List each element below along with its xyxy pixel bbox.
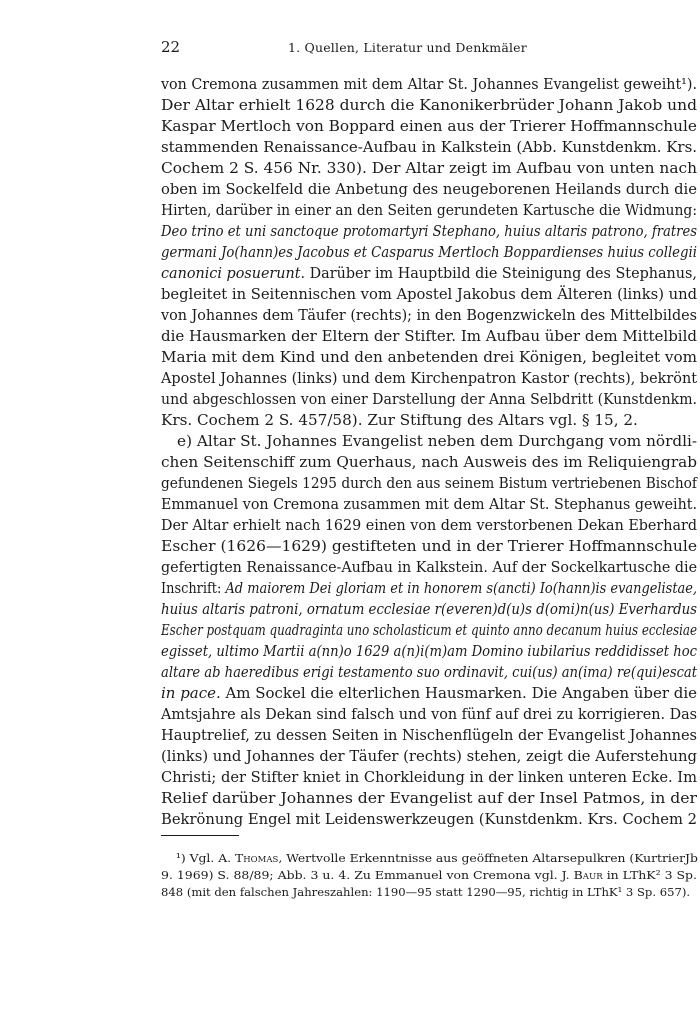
footnote-line [161,867,700,884]
body-line [161,452,699,473]
body-line [161,746,698,767]
body-line [161,242,698,263]
body-line [161,578,698,599]
latin-inscription-text: Ad maiorem Dei gloriam et in honorem s(ancti) Io(hann)is evangelistae, [225,579,698,597]
text-run: begleitet in Seitennischen vom Apostel Jakobus dem Älteren (links) und [161,285,697,303]
body-line [161,347,697,368]
body-line [161,494,698,515]
body-line [161,788,700,809]
body-line [161,95,700,116]
text-run: Hirten, darüber in einer an den Seiten gerundeten Kartusche die Widmung: [161,201,698,219]
body-line [161,515,697,536]
text-run: Kaspar Mertloch von Boppard einen aus der Trierer Hoffmannschule [161,117,697,135]
body-line [161,284,697,305]
text-run: ¹) Vgl. A. [175,851,235,865]
body-line [161,74,697,95]
footnote-line [161,850,700,867]
text-run: Inschrift: [161,579,226,597]
author-name: Baur [573,868,603,882]
body-line [161,620,697,641]
body-line [161,809,698,830]
body-line [161,326,698,347]
body-line [161,179,697,200]
text-run: (links) und Johannes der Täufer (rechts) stehen, zeigt die Auferstehung [161,747,698,765]
latin-inscription-text: in pace. [161,684,221,702]
text-run: Apostel Johannes (links) und dem Kirchenpatron Kastor (rechts), bekrönt [161,369,698,387]
text-run: Der Altar erhielt 1628 durch die Kanonikerbrüder Johann Jakob und [161,96,697,114]
text-run: von Johannes dem Täufer (rechts); in den Bogenzwickeln des Mittelbildes [161,306,697,324]
body-line [161,536,700,557]
text-run: Darüber im Hauptbild die Steinigung des Stephanus, [305,264,697,282]
text-run: 848 (mit den falschen Jahreszahlen: 1190—95 statt 1290—95, richtig in LThK¹ 3 Sp. 657). [161,885,691,899]
body-line [161,725,698,746]
body-line [161,683,698,704]
text-run: Christi; der Stifter kniet in Chorkleidung in der linken unteren Ecke. Im [161,768,697,786]
body-line [161,137,698,158]
body-line [161,767,697,788]
body-line [161,221,697,242]
body-line [161,473,698,494]
text-run: Emmanuel von Cremona zusammen mit dem Altar St. Stephanus geweiht. [161,495,698,513]
text-run: die Hausmarken der Eltern der Stifter. Im Aufbau über dem Mittelbild [161,327,698,345]
latin-inscription-text: Escher postquam quadraginta uno scholasticum et quinto anno decanum huius ecclesiae [161,621,697,639]
text-run: chen Seitenschiff zum Querhaus, nach Ausweis des im Reliquiengrab [161,453,697,471]
page-number: 22 [161,38,181,56]
body-line [161,431,699,452]
body-line [161,557,698,578]
text-run: von Cremona zusammen mit dem Altar St. Johannes Evangelist geweiht¹). [161,75,697,93]
text-run: Krs. Cochem 2 S. 457/58). Zur Stiftung des Altars vgl. § 15, 2. [161,411,638,429]
body-text [161,74,697,830]
footnote-separator [161,835,239,836]
author-name: Thomas [234,851,279,865]
body-line [161,116,700,137]
text-run: gefundenen Siegels 1295 durch den aus seinem Bistum vertriebenen Bischof [161,474,698,492]
latin-inscription-text: Deo trino et uni sanctoque protomartyri Stephano, huius altaris patrono, fratres [161,222,697,240]
latin-inscription-text: huius altaris patroni, ornatum ecclesiae r(everen)d(u)s d(omi)n(us) Everhardus [161,600,698,618]
body-line [161,368,698,389]
text-run: Am Sockel die elterlichen Hausmarken. Die Angaben über die [220,684,698,702]
latin-inscription-text: germani Jo(hann)es Jacobus et Casparus Mertloch Boppardienses huius collegii [161,243,698,261]
text-run: oben im Sockelfeld die Anbetung des neugeborenen Heilands durch die [161,180,697,198]
body-line [161,599,698,620]
body-line [161,641,697,662]
running-head: 1. Quellen, Literatur und Denkmäler [288,40,527,55]
text-run: e) Altar St. Johannes Evangelist neben dem Durchgang vom nördli- [177,432,698,450]
body-line [161,305,697,326]
text-run: in LThK² 3 Sp. [602,868,697,882]
body-line [161,389,698,410]
body-line [161,704,698,725]
text-run: Amtsjahre als Dekan sind falsch und von fünf auf drei zu korrigieren. Das [161,705,698,723]
text-run: stammenden Renaissance-Aufbau in Kalkstein (Abb. Kunstdenkm. Krs. [161,138,698,156]
footnote-line [161,884,697,901]
text-run: Hauptrelief, zu dessen Seiten in Nischenflügeln der Evangelist Johannes [161,726,698,744]
body-line [161,410,697,431]
body-line [161,662,698,683]
text-run: Bekrönung Engel mit Leidenswerkzeugen (Kunstdenkm. Krs. Cochem 2 [161,810,698,828]
text-run: 9. 1969) S. 88/89; Abb. 3 u. 4. Zu Emmanuel von Cremona vgl. J. [161,868,574,882]
body-line [161,200,698,221]
text-run: , Wertvolle Erkenntnisse aus geöffneten Altarsepulkren (KurtrierJb [278,851,698,865]
latin-inscription-text: egisset, ultimo Martii a(nn)o 1629 a(n)i(m)am Domino iubilarius reddidisset hoc [161,642,697,660]
text-run: Escher (1626—1629) gestifteten und in der Trierer Hoffmannschule [161,537,698,555]
text-run: Maria mit dem Kind und den anbetenden drei Königen, begleitet vom [161,348,697,366]
text-run: und abgeschlossen von einer Darstellung der Anna Selbdritt (Kunstdenkm. [161,390,698,408]
latin-inscription-text: canonici posuerunt. [161,264,306,282]
text-run: Cochem 2 S. 456 Nr. 330). Der Altar zeigt im Aufbau von unten nach [161,159,698,177]
latin-inscription-text: altare ab haeredibus erigi testamento suo ordinavit, cui(us) an(ima) re(qui)escat [161,663,698,681]
body-line [161,263,697,284]
text-run: gefertigten Renaissance-Aufbau in Kalkstein. Auf der Sockelkartusche die [161,558,698,576]
footnote [161,850,697,901]
text-run: Relief darüber Johannes der Evangelist auf der Insel Patmos, in der [161,789,697,807]
body-line [161,158,700,179]
text-run: Der Altar erhielt nach 1629 einen von dem verstorbenen Dekan Eberhard [161,516,697,534]
